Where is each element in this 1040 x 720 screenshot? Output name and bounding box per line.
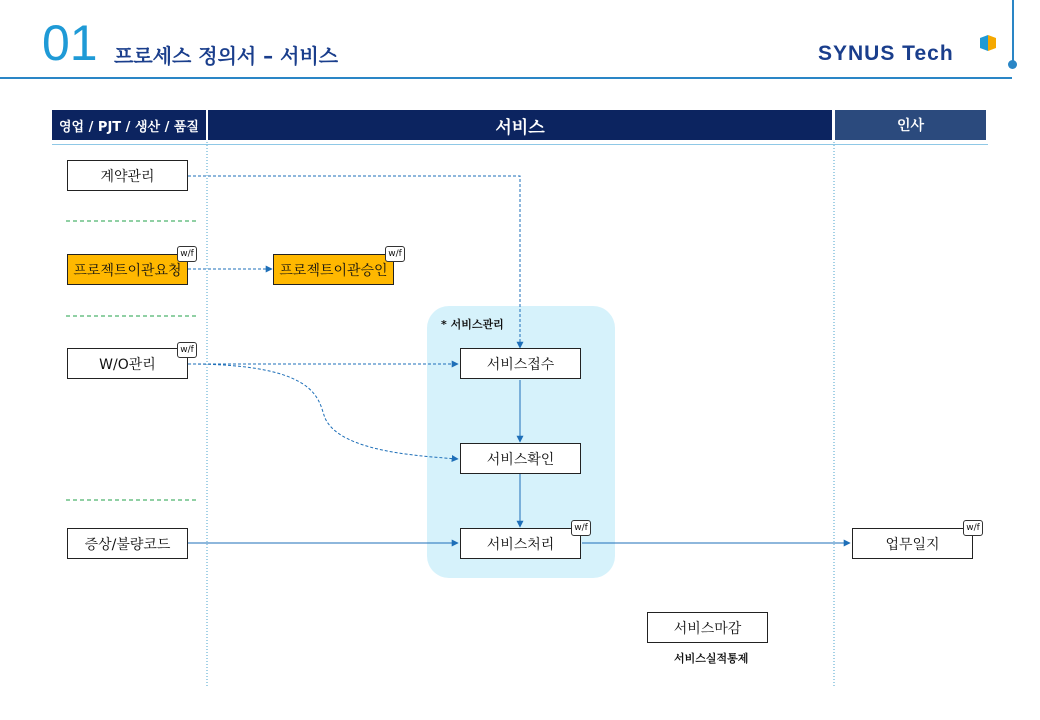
company-logo-text: SYNUS Tech (818, 42, 954, 65)
node-wo-management[interactable]: W/O관리 (67, 348, 188, 379)
service-performance-label: 서비스실적통제 (674, 652, 749, 665)
lane-header-hr: 인사 (835, 110, 986, 140)
slide-number: 01 (42, 15, 98, 71)
node-work-log[interactable]: 업무일지 (852, 528, 973, 559)
wf-badge-work-log: w/f (963, 520, 983, 536)
node-service-process[interactable]: 서비스처리 (460, 528, 581, 559)
node-symptom-defect-code[interactable]: 증상/불량코드 (67, 528, 188, 559)
wf-badge-wo: w/f (177, 342, 197, 358)
wf-badge-service-process: w/f (571, 520, 591, 536)
lane-header-service: 서비스 (208, 110, 832, 140)
page-title: 프로세스 정의서 – 서비스 (114, 44, 339, 68)
node-project-transfer-request[interactable]: 프로젝트이관요청 (67, 254, 188, 285)
lane-header-sales: 영업 / PJT / 생산 / 품질 (52, 110, 206, 140)
node-service-receipt[interactable]: 서비스접수 (460, 348, 581, 379)
arrow-wo-to-check (188, 364, 458, 459)
node-project-transfer-approval[interactable]: 프로젝트이관승인 (273, 254, 394, 285)
node-service-check[interactable]: 서비스확인 (460, 443, 581, 474)
service-management-group-label: * 서비스관리 (441, 318, 504, 331)
node-service-close[interactable]: 서비스마감 (647, 612, 768, 643)
node-contract-management[interactable]: 계약관리 (67, 160, 188, 191)
wf-badge-transfer-approval: w/f (385, 246, 405, 262)
wf-badge-transfer-request: w/f (177, 246, 197, 262)
